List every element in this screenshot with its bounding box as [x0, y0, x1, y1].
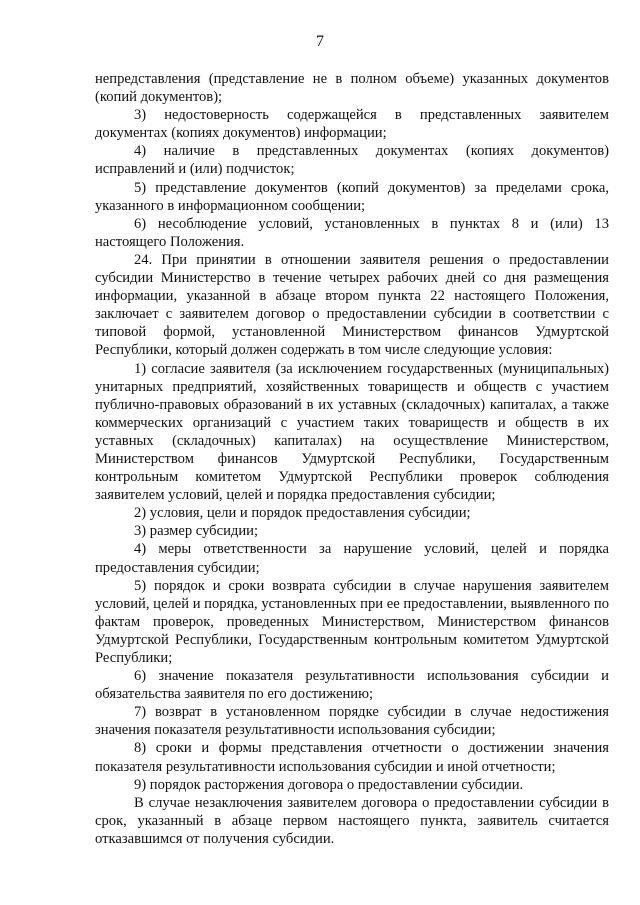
paragraph-item-5: 5) представление документов (копий документов) за пределами срока, указанного в информационном сообщении;: [95, 179, 609, 214]
paragraph-condition-9: 9) порядок расторжения договора о предоставлении субсидии.: [134, 776, 524, 793]
paragraph-item-6: 6) несоблюдение условий, установленных в пунктах 8 и (или) 13 настоящего Положения.: [95, 215, 609, 250]
paragraph-condition-1: 1) согласие заявителя (за исключением государственных (муниципальных) унитарных предприятий, хозяйственных товариществ и обществ с участием публично-правовых образований в их уставных (складочных) капиталах, а также коммерческих организаций с участием таких товариществ и обществ в их уставных (складочных) капиталах) на осуществление Министерством, Министерством финансов Удмуртской Республики, Государственным контрольным комитетом Удмуртской Республики проверок соблюдения заявителем условий, целей и порядка предоставления субсидии;: [95, 360, 609, 504]
paragraph-condition-7: 7) возврат в установленном порядке субсидии в случае недостижения значения показателя результативности использования субсидии;: [95, 704, 609, 739]
paragraph-condition-6: 6) значение показателя результативности использования субсидии и обязательства заявителя по его достижению;: [95, 668, 609, 703]
paragraph-item-4: 4) наличие в представленных документах (копиях документов) исправлений и (или) подчисток;: [95, 143, 609, 178]
paragraph-condition-3: 3) размер субсидии;: [134, 523, 258, 540]
paragraph-clause-24: 24. При принятии в отношении заявителя решения о предоставлении субсидии Министерство в течение четырех рабочих дней со дня размещения информации, указанной в абзаце втором пункта 22 настоящего Положения, заключает с заявителем договор о предоставлении субсидии в соответствии с типовой формой, установленной Министерством финансов Удмуртской Республики, который должен содержать в том числе следующие условия:: [95, 251, 609, 359]
paragraph-condition-2: 2) условия, цели и порядок предоставления субсидии;: [134, 505, 471, 522]
page-number: 7: [316, 33, 324, 50]
paragraph-final: В случае незаключения заявителем договора о предоставлении субсидии в срок, указанный в абзаце первом настоящего пункта, заявитель считается отказавшимся от получения субсидии.: [95, 794, 609, 847]
paragraph-item-3: 3) недостоверность содержащейся в представленных заявителем документах (копиях документов) информации;: [95, 107, 609, 142]
document-body: [95, 70, 609, 848]
paragraph-condition-8: 8) сроки и формы представления отчетности о достижении значения показателя результативности использования субсидии и иной отчетности;: [95, 740, 609, 775]
paragraph-condition-5: 5) порядок и сроки возврата субсидии в случае нарушения заявителем условий, целей и порядка, установленных при ее предоставлении, выявленного по фактам проверок, проведенных Министерством, Министерством финансов Удмуртской Республики, Государственным контрольным комитетом Удмуртской Республики;: [95, 577, 609, 666]
paragraph-continuation: непредставления (представление не в полном объеме) указанных документов (копий документов);: [95, 71, 609, 106]
paragraph-condition-4: 4) меры ответственности за нарушение условий, целей и порядка предоставления субсидии;: [95, 541, 609, 576]
